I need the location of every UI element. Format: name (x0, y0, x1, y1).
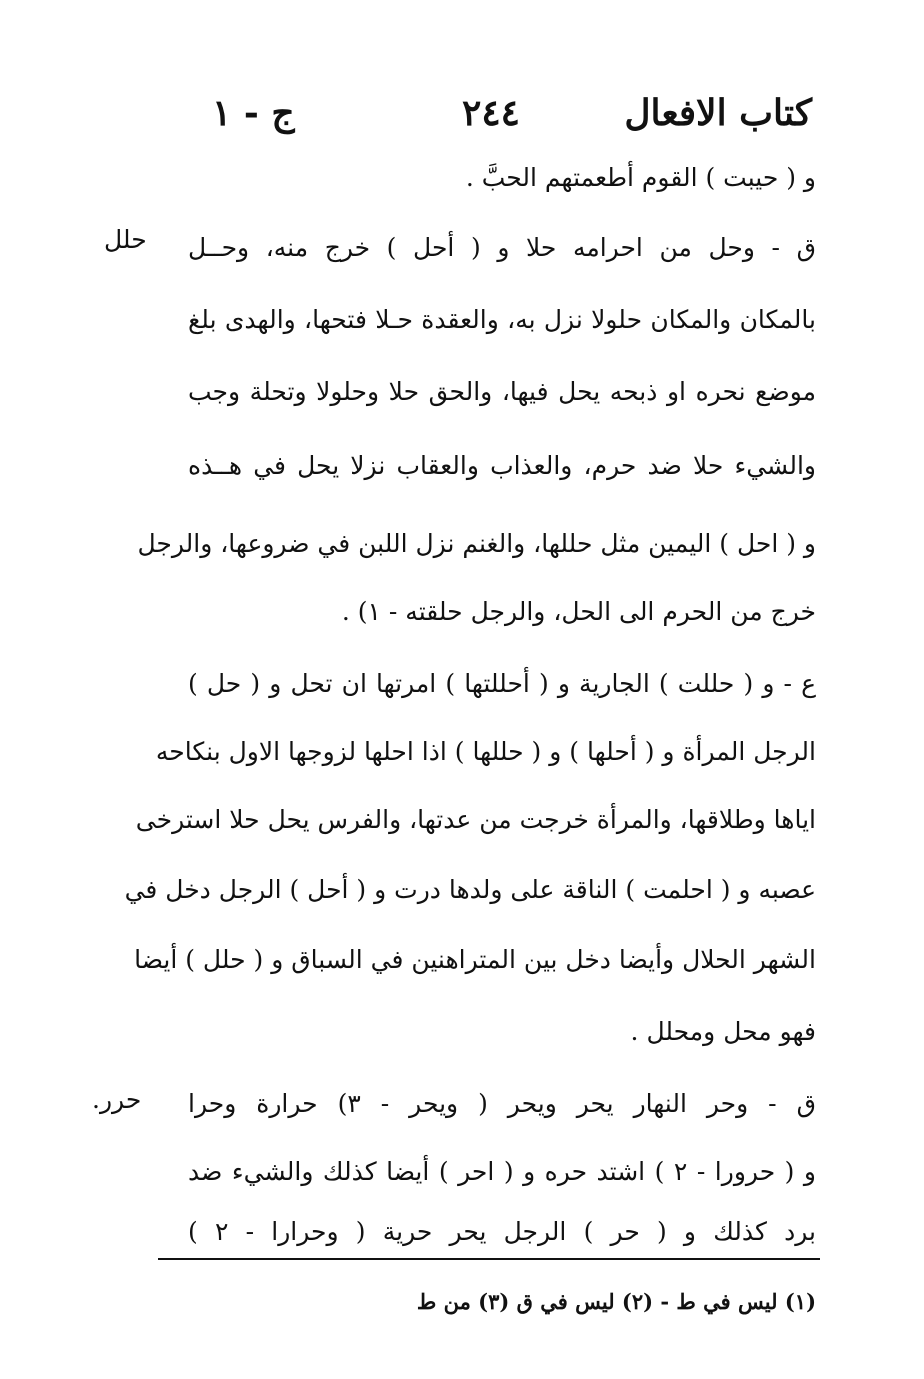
text-line-11: عصبه و ( احلمت ) الناقة على ولدها درت و ( أحل ) الرجل دخل في (124, 875, 816, 904)
running-title: كتاب الافعال (624, 92, 812, 134)
volume-label: ج - ١ (212, 92, 295, 134)
text-line-14: ق - وحر النهار يحر ويحر ( ويحر - ٣) حرارة وحرا (188, 1089, 816, 1118)
text-line-6: و ( احل ) اليمين مثل حللها، والغنم نزل اللبن في ضروعها، والرجل (137, 529, 816, 558)
text-line-13: فهو محل ومحلل . (630, 1017, 816, 1046)
margin-note-hrr: حرر. (92, 1085, 142, 1114)
text-line-12: الشهر الحلال وأيضا دخل بين المتراهنين في السباق و ( حلل ) أيضا (134, 945, 816, 974)
text-line-15: و ( حرورا - ٢ ) اشتد حره و ( احر ) أيضا كذلك والشيء ضد (188, 1157, 816, 1186)
text-line-16: برد كذلك و ( حر ) الرجل يحر حرية ( وحرارا - ٢ ) (188, 1217, 817, 1246)
text-line-9: الرجل المرأة و ( أحلها ) و ( حللها ) اذا احلها لزوجها الاول بنكاحه (155, 737, 816, 766)
text-line-4: موضع نحره او ذبحه يحل فيها، والحق حلا وحلولا وتحلة وجب (188, 377, 816, 406)
margin-note-hll: حلل (104, 225, 147, 254)
text-line-8: ع - و ( حللت ) الجارية و ( أحللتها ) امرتها ان تحل و ( حل ) (188, 669, 816, 698)
footnote: (١) ليس في ط - (٢) ليس في ق (٣) من ط (416, 1289, 816, 1314)
page-number: ٢٤٤ (462, 92, 521, 134)
text-line-7: خرج من الحرم الى الحل، والرجل حلقته - ١) . (341, 597, 816, 626)
text-line-2: ق - وحل من احرامه حلا و ( أحل ) خرج منه، وحــل (188, 233, 816, 262)
text-line-3: بالمكان والمكان حلولا نزل به، والعقدة حـلا فتحها، والهدى بلغ (188, 305, 816, 334)
text-line-1: و ( حيبت ) القوم أطعمتهم الحبَّ . (465, 163, 816, 192)
text-line-10: اياها وطلاقها، والمرأة خرجت من عدتها، والفرس يحل حلا استرخى (135, 805, 816, 834)
text-line-5: والشيء حلا ضد حرم، والعذاب والعقاب نزلا يحل في هــذه (188, 451, 816, 480)
footnote-divider (158, 1258, 820, 1260)
